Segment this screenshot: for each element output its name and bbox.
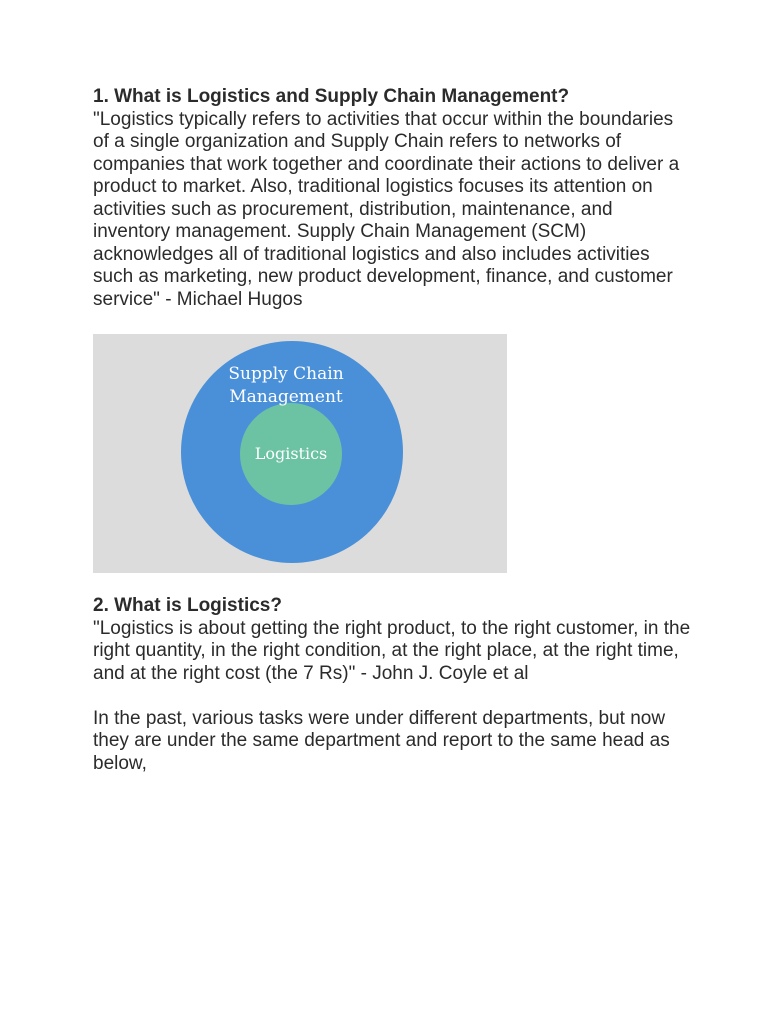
inner-label: Logistics: [254, 444, 328, 463]
section1-heading: 1. What is Logistics and Supply Chain Management?: [93, 86, 570, 107]
section1-quote: "Logistics typically refers to activities that occur within the boundaries of a single organization and Supply Chain refers to networks of companies that work together and coordinate their actions to deliver a product to market. Also, traditional logistics focuses its attention on activities such as procurement, distribution, maintenance, and inventory management. Supply Chain Management (SCM) acknowledges all of traditional logistics and also includes activities such as marketing, new product development, finance, and customer service" - Michael Hugos: [93, 108, 680, 310]
scm-logistics-diagram: [93, 334, 507, 573]
diagram-svg: [93, 334, 507, 573]
document-page: [93, 86, 693, 775]
outer-label-line1: Supply Chain: [228, 364, 344, 384]
paragraph-gap: [93, 685, 693, 708]
section2-heading: 2. What is Logistics?: [93, 595, 282, 616]
section2: [93, 595, 693, 775]
outer-label-line2: Management: [229, 387, 343, 407]
section2-quote: "Logistics is about getting the right product, to the right customer, in the right quantity, in the right condition, at the right place, at the right time, and at the right cost (the 7 Rs)" - John J. Coyle et al: [93, 617, 691, 684]
section2-paragraph: In the past, various tasks were under different departments, but now they are under the same department and report to the same head as below,: [93, 707, 670, 774]
